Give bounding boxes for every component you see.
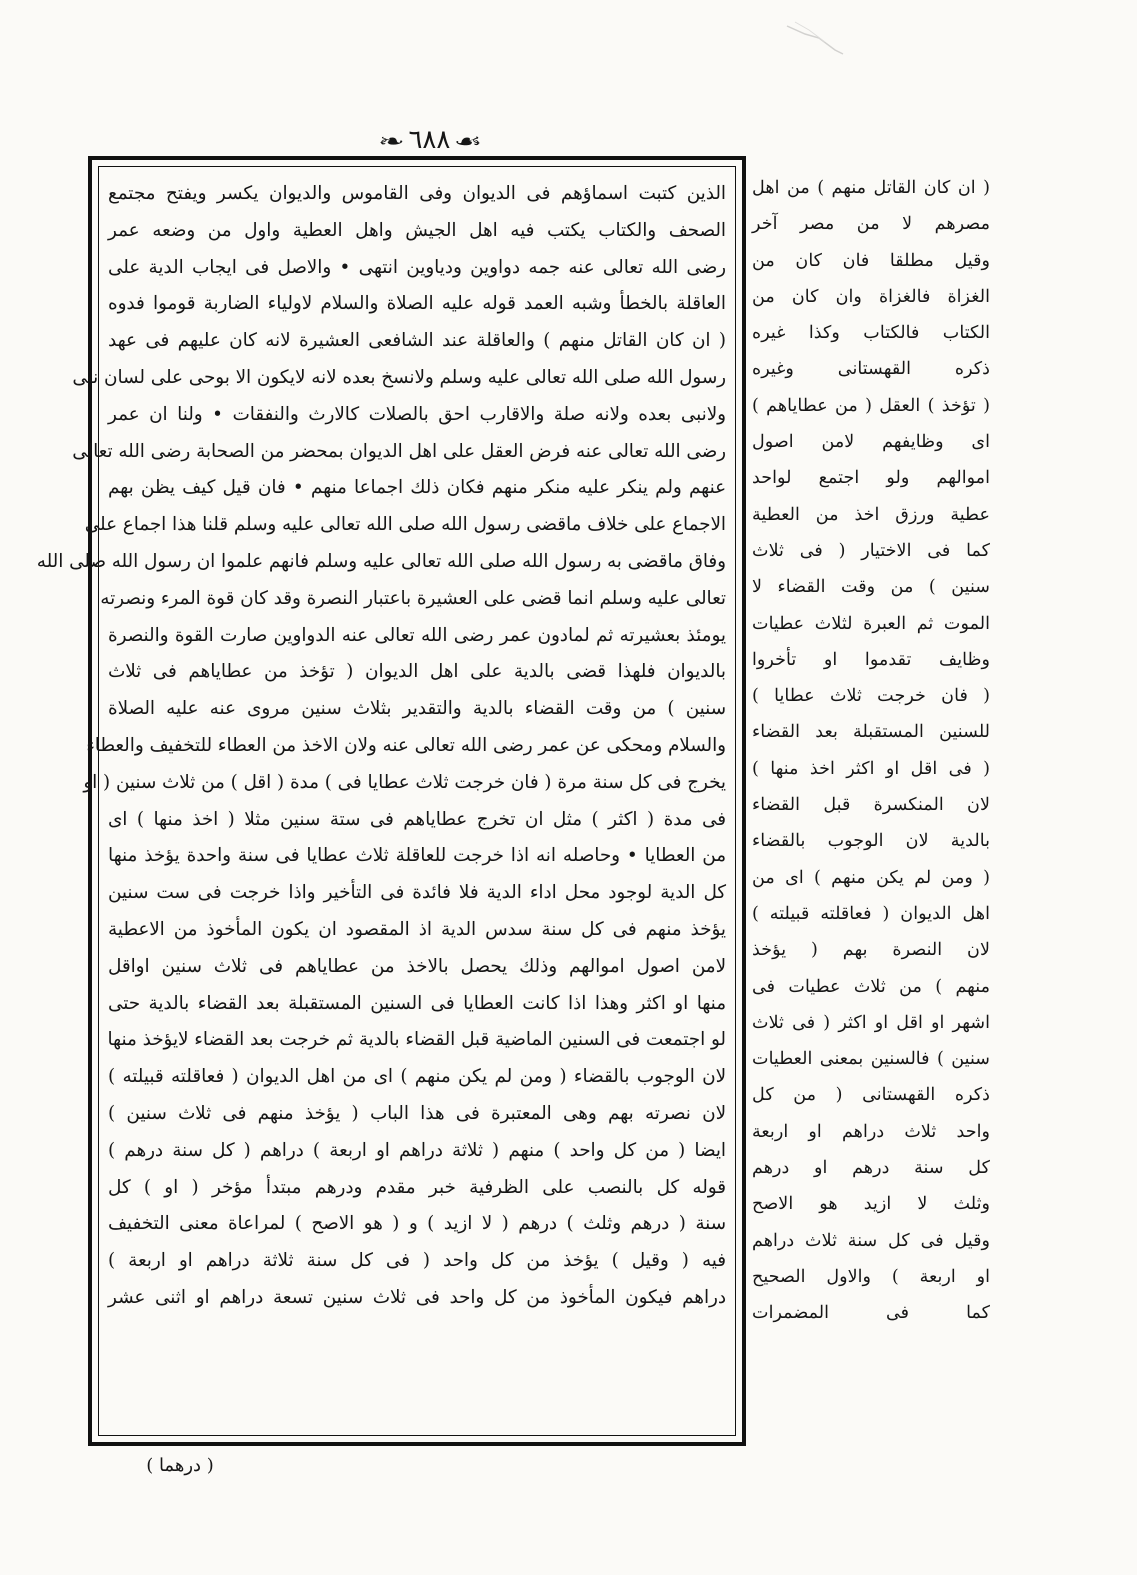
main-text-line: رضى الله تعالى عنه فرض العقل على اهل الديوان بمحضر من الصحابة رضى الله تعالى (72, 440, 726, 462)
main-text-line: ولانبى بعده ولانه صلة والاقارب احق بالصلات كالارث والنفقات • ولنا ان عمر (108, 403, 726, 425)
margin-text-line: الغزاة فالغزاة وان كان من (752, 286, 990, 307)
main-text-line: عنهم ولم ينكر عليه منكر منهم فكان ذلك اجماعا منهم • فان قيل كيف يظن بهم (108, 477, 726, 499)
main-text-line: يومئذ بعشيرته ثم لمادون عمر رضى الله تعالى عنه الدواوين صارت القوة والنصرة (108, 624, 726, 646)
margin-text-line: كل سنة درهم او درهم (752, 1158, 990, 1179)
margin-text-line: ( ان كان القاتل منهم ) من اهل (752, 178, 990, 198)
main-text-line: بالديوان فلهذا قضى بالدية على اهل الديوان ( تؤخذ من عطاياهم فى ثلاث (108, 661, 726, 683)
margin-text-line: بالدية لان الوجوب بالقضاء (752, 831, 990, 852)
margin-text-line: ( فى اقل او اكثر اخذ منها ) (752, 758, 990, 779)
margin-text-line: وقيل فى كل سنة ثلاث دراهم (752, 1230, 990, 1251)
margin-text-line: منهم ) من ثلاث عطيات فى (752, 976, 990, 997)
margin-text-line: ( فان خرجت ثلاث عطايا ) (752, 686, 990, 707)
margin-text-line: وثلث لا ازيد هو الاصح (752, 1194, 990, 1215)
margin-text-line: الموت ثم العبرة لثلاث عطيات (752, 613, 990, 634)
main-text-line: لامن اصول اموالهم وذلك يحصل بالاخذ من عطاياهم فى ثلاث سنين اواقل (108, 955, 726, 977)
page-number-header (330, 120, 530, 160)
margin-text-line: عطية ورزق اخذ من العطية (752, 504, 990, 525)
margin-text-line: اهل الديوان ( فعاقلته قبيلته ) (752, 903, 990, 924)
margin-text-line: الكتاب فالكتاب وكذا غيره (752, 323, 990, 344)
main-text-line: كل الدية لوجود محل اداء الدية فلا فائدة فى التأخير واذا خرجت فى ست سنين (108, 882, 726, 904)
right-ornament-icon: ☙ (453, 129, 482, 153)
main-text-line: ( ان كان القاتل منهم ) والعاقلة عند الشافعى العشيرة لانه كان عليهم فى عهد (108, 330, 726, 352)
main-text-line: الاجماع على خلاف ماقضى رسول الله صلى الله تعالى عليه وسلم قلنا هذا اجماع على (84, 514, 726, 536)
margin-text-line: ( تؤخذ ) العقل ( من عطاياهم ) (752, 395, 990, 416)
margin-commentary-block (752, 170, 990, 1470)
main-text-line: العاقلة بالخطأ وشبه العمد قوله عليه الصلاة والسلام لاولياء الضاربة قوموا فدوه (108, 293, 726, 315)
main-text-line: قوله كل بالنصب على الظرفية خبر مقدم ودرهم مبتدأ مؤخر ( او ) كل (108, 1176, 726, 1198)
main-text-line: يؤخذ منهم فى كل سنة سدس الدية اذ المقصود ان يكون المأخوذ من الاعطية (108, 918, 726, 940)
main-text-line: فيه ( وقيل ) يؤخذ من كل واحد ( فى كل سنة ثلاثة دراهم او اربعة ) (108, 1250, 726, 1272)
margin-text-line: واحد ثلاث دراهم او اربعة (752, 1121, 990, 1142)
margin-text-line: اشهر او اقل او اكثر ( فى ثلاث (752, 1012, 990, 1033)
margin-text-line: وظايف تقدموا او تأخروا (752, 649, 990, 670)
main-text-line: سنة ( درهم وثلث ) درهم ( لا ازيد ) و ( هو الاصح ) لمراعاة معنى التخفيف (108, 1213, 726, 1235)
main-text-block (36, 176, 726, 1426)
margin-text-line: سنين ) من وقت القضاء لا (752, 577, 990, 598)
margin-text-line: او اربعة ) والاول الصحيح (752, 1266, 990, 1287)
margin-text-line: كما فى الاختيار ( فى ثلاث (752, 540, 990, 561)
margin-text-line: اى وظايفهم لامن اصول (752, 432, 990, 453)
main-text-line: من العطايا • وحاصله انه اذا خرجت للعاقلة ثلاث عطايا فى سنة واحدة يؤخذ منها (108, 845, 726, 867)
scan-mark-icon (785, 20, 845, 60)
catchword: ( درهما ) (146, 1455, 214, 1476)
margin-text-line: كما فى المضمرات (752, 1303, 990, 1324)
main-text-line: فى مدة ( اكثر ) مثل ان تخرج عطاياهم فى ستة سنين مثلا ( اخذ منها ) اى (108, 808, 726, 830)
margin-text-line: وقيل مطلقا فان كان من (752, 250, 990, 271)
main-text-line: لو اجتمعت فى السنين الماضية قبل القضاء بالدية ثم خرجت بعد القضاء لايؤخذ منها (107, 1029, 726, 1051)
margin-text-line: ( ومن لم يكن منهم ) اى من (752, 867, 990, 888)
main-text-line: الذين كتبت اسماؤهم فى الديوان وفى القاموس والديوان يكسر ويفتح مجتمع (108, 183, 726, 204)
main-text-line: ايضا ( من كل واحد ) منهم ( ثلاثة دراهم او اربعة ) دراهم ( كل سنة درهم ) (108, 1139, 726, 1161)
margin-text-line: مصرهم لا من مصر آخر (752, 214, 990, 235)
margin-text-line: ذكره القهستانى ( من كل (752, 1085, 990, 1106)
main-text-line: يخرج فى كل سنة مرة ( فان خرجت ثلاث عطايا فى ) مدة ( اقل ) من ثلاث سنين ( او (83, 771, 726, 793)
margin-text-line: ذكره القهستانى وغيره (752, 359, 990, 380)
main-text-line: الصحف والكتاب يكتب فيه اهل الجيش واهل العطية واول من وضعه عمر (108, 219, 726, 241)
margin-text-line: للسنين المستقبلة بعد القضاء (752, 722, 990, 743)
margin-text-line: لان النصرة بهم ( يؤخذ (752, 940, 990, 961)
page-number: ٦٨٨ (408, 125, 451, 155)
main-text-line: منها او اكثر وهذا اذا كانت العطايا فى السنين المستقبلة بعد القضاء بالدية حتى (108, 992, 726, 1014)
margin-text-line: لان المنكسرة قبل القضاء (752, 795, 990, 816)
main-text-line: لان الوجوب بالقضاء ( ومن لم يكن منهم ) اى من اهل الديوان ( فعاقلته قبيلته ) (108, 1066, 726, 1088)
main-text-line: وفاق ماقضى به رسول الله صلى الله تعالى عليه وسلم فانهم علموا ان رسول الله صلى الله (36, 550, 726, 572)
left-ornament-icon: ❧ (378, 129, 406, 153)
margin-text-line: سنين ) فالسنين بمعنى العطيات (752, 1049, 990, 1070)
margin-text-line: اموالهم ولو اجتمع لواحد (752, 468, 990, 489)
main-text-line: دراهم فيكون المأخوذ من كل واحد فى ثلاث سنين تسعة دراهم او اثنى عشر (108, 1286, 726, 1308)
main-text-line: رضى الله تعالى عنه جمه دواوين ودياوين انتهى • والاصل فى ايجاب الدية على (108, 256, 726, 278)
main-text-line: والسلام ومحكى عن عمر رضى الله تعالى عنه ولان الاخذ من العطاء للتخفيف والعطاء (86, 734, 726, 756)
main-text-line: تعالى عليه وسلم انما قضى على العشيرة باعتبار النصرة وقد كان قوة المرء ونصرته (100, 587, 726, 609)
main-text-line: رسول الله صلى الله تعالى عليه وسلم ولانسخ بعده لانه لايكون الا بوحى على لسان نبى (72, 366, 726, 388)
main-text-line: لان نصرته بهم وهى المعتبرة فى هذا الباب ( يؤخذ منهم فى ثلاث سنين ) (108, 1102, 726, 1124)
main-text-line: سنين ) من وقت القضاء بالدية والتقدير بثلاث سنين مروى عنه عليه الصلاة (108, 698, 726, 720)
